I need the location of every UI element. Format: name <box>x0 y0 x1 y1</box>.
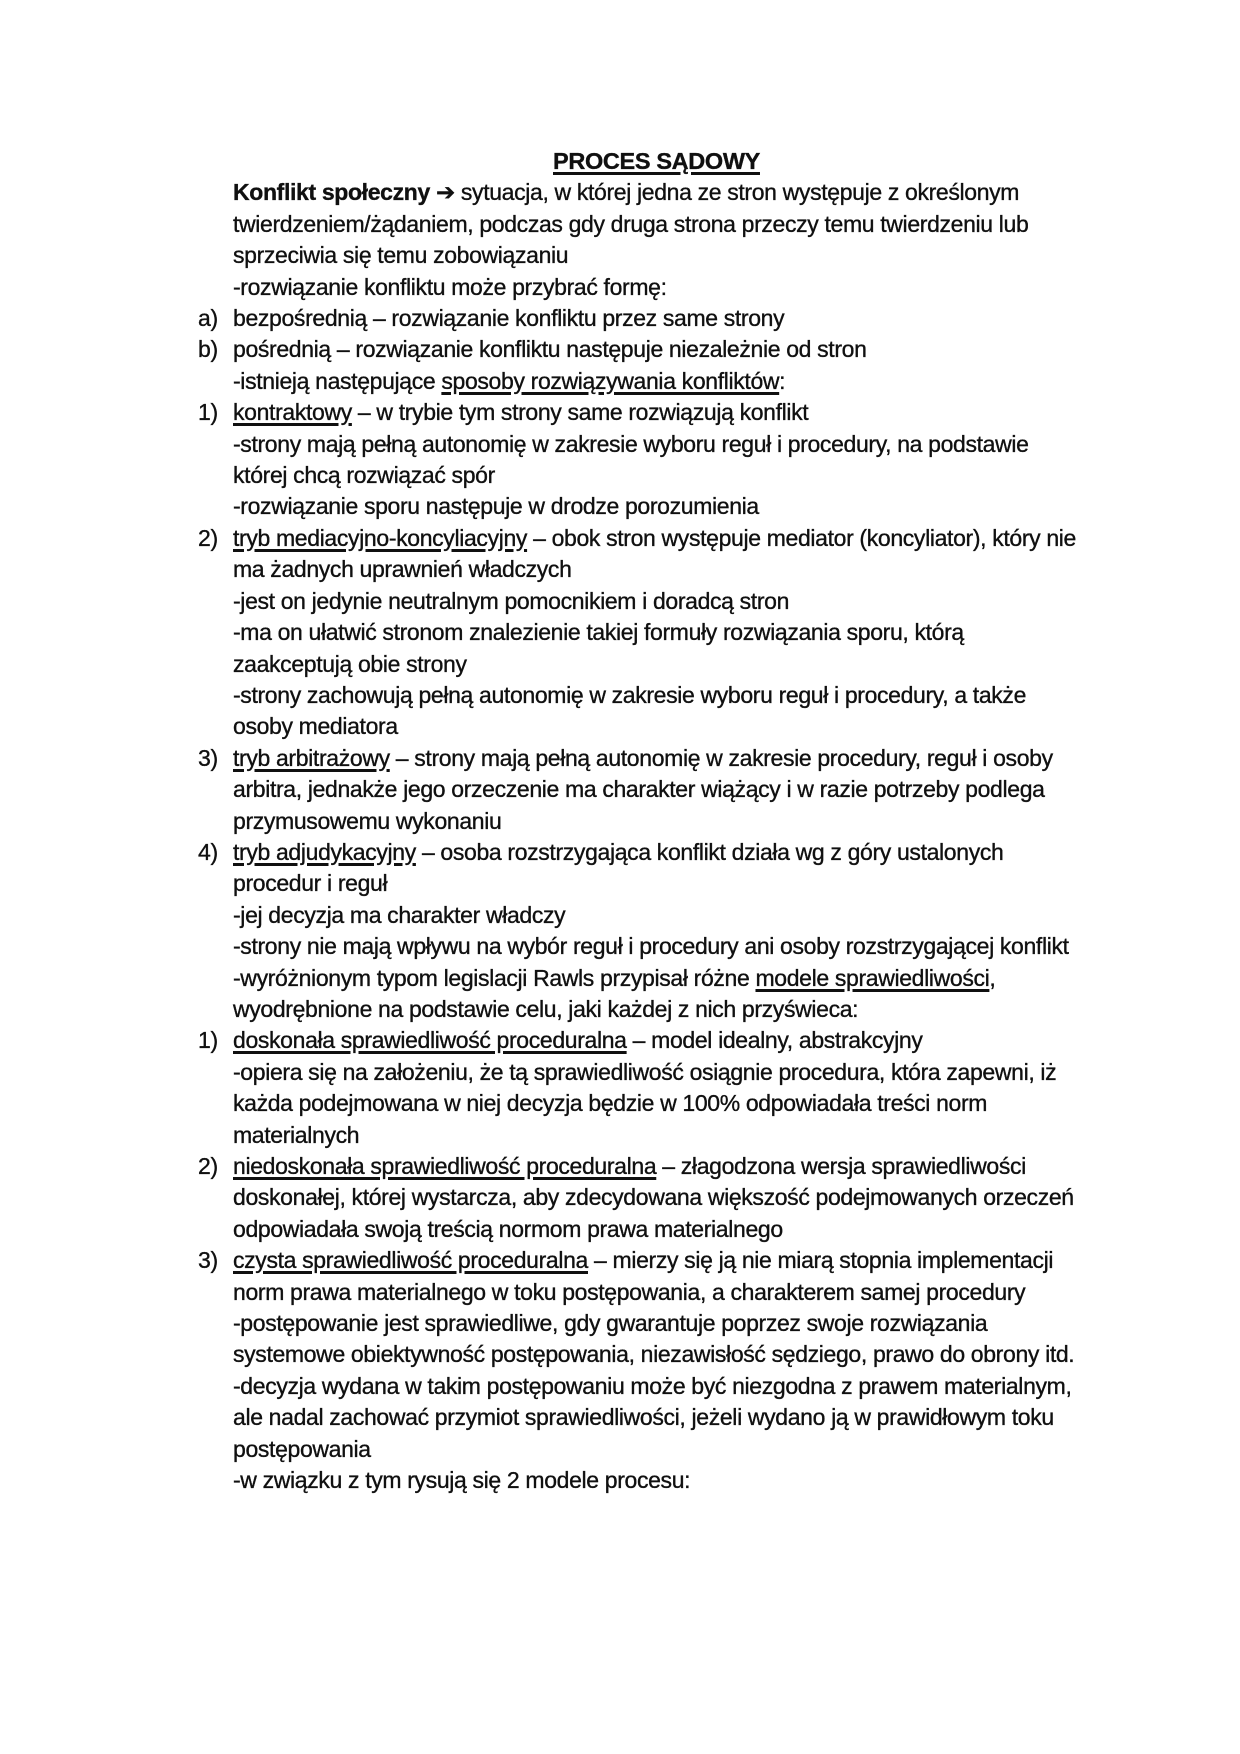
text-segment: – obok stron występuje mediator (koncyliator), który nie ma żadnych uprawnień władczych <box>233 524 1076 583</box>
list-item <box>198 1245 1085 1496</box>
paragraph <box>233 177 1083 303</box>
text-line <box>233 1245 1083 1308</box>
text-segment: -jej decyzja ma charakter władczy <box>233 901 566 928</box>
text-segment: doskonała sprawiedliwość proceduralna <box>233 1027 627 1054</box>
page-title: PROCES SĄDOWY <box>553 148 760 174</box>
text-line <box>233 743 1083 837</box>
text-segment: -opiera się na założeniu, że tą sprawiedliwość osiągnie procedura, która zapewni, iż każda podejmowana w niej decyzja będzie w 100% odpowiadała treści norm materialnych <box>233 1058 1057 1148</box>
text-segment: -wyróżnionym typom legislacji Rawls przypisał różne <box>233 964 756 991</box>
text-segment: modele sprawiedliwości <box>755 964 990 991</box>
paragraph <box>233 1151 1083 1245</box>
text-line <box>233 523 1083 586</box>
paragraph <box>233 837 1083 1025</box>
text-segment: – model idealny, abstrakcyjny <box>626 1027 923 1054</box>
text-line <box>233 272 1083 303</box>
text-segment: -strony mają pełną autonomię w zakresie wyboru reguł i procedury, na podstawie której chcą rozwiązać spór <box>233 430 1029 489</box>
list-item <box>198 334 1085 397</box>
paragraph <box>233 303 1083 334</box>
text-segment: tryb adjudykacyjny <box>233 838 416 865</box>
paragraph <box>233 523 1083 743</box>
list-item <box>198 1025 1085 1151</box>
text-line <box>233 1308 1083 1371</box>
text-segment: -ma on ułatwić stronom znalezienie takiej formuły rozwiązania sporu, którą zaakceptują obie strony <box>233 619 964 677</box>
text-segment: sposoby rozwiązywania konfliktów <box>441 367 780 394</box>
text-segment: bezpośrednią – rozwiązanie konfliktu przez same strony <box>233 305 785 332</box>
text-line <box>233 1025 1083 1056</box>
text-line <box>233 1465 1083 1496</box>
list-marker: 2) <box>198 524 218 551</box>
text-segment: -w związku z tym rysują się 2 modele procesu: <box>233 1467 691 1494</box>
text-segment: , wyodrębnione na podstawie celu, jaki każdej z nich przyświeca: <box>233 964 996 1022</box>
text-line <box>233 837 1083 900</box>
text-segment: sytuacja, w której jedna ze stron występuje z określonym twierdzeniem/żądaniem, podczas gdy druga strona przeczy temu twierdzeniu lub sprzeciwia się temu zobowiązaniu <box>233 179 1029 269</box>
text-segment: czysta sprawiedliwość proceduralna <box>233 1247 588 1274</box>
list-item <box>198 523 1085 743</box>
paragraph <box>233 743 1083 837</box>
text-line <box>233 680 1083 743</box>
list-item <box>198 397 1085 523</box>
text-segment: -postępowanie jest sprawiedliwe, gdy gwarantuje poprzez swoje rozwiązania systemowe obiektywność postępowania, niezawisłość sędziego, prawo do obrony itd. <box>233 1310 1075 1368</box>
text-line <box>233 334 1083 365</box>
text-line <box>233 1057 1083 1151</box>
list-marker: 3) <box>198 744 218 771</box>
text-segment: -strony nie mają wpływu na wybór reguł i procedury ani osoby rozstrzygającej konflikt <box>233 933 1069 960</box>
text-segment: – strony mają pełną autonomię w zakresie procedury, reguł i osoby arbitra, jednakże jego orzeczenie ma charakter wiążący i w razie potrzeby podlega przymusowemu wykonaniu <box>233 744 1053 834</box>
list-marker: 4) <box>198 838 218 865</box>
text-segment: -decyzja wydana w takim postępowaniu może być niezgodna z prawem materialnym, ale nadal zachować przymiot sprawiedliwości, jeżeli wydano ją w prawidłowym toku postępowania <box>233 1372 1072 1462</box>
text-line <box>233 303 1083 334</box>
text-segment: -rozwiązanie konfliktu może przybrać formę: <box>233 273 667 300</box>
text-segment: – złagodzona wersja sprawiedliwości doskonałej, której wystarcza, aby zdecydowana większość podejmowanych orzeczeń odpowiadała swoją treścią normom prawa materialnego <box>233 1153 1074 1242</box>
text-segment: -rozwiązanie sporu następuje w drodze porozumienia <box>233 493 759 520</box>
list-marker: 3) <box>198 1247 218 1274</box>
text-segment: – osoba rozstrzygająca konflikt działa wg z góry ustalonych procedur i reguł <box>233 838 1004 897</box>
text-line <box>233 491 1083 522</box>
text-line <box>233 177 1083 271</box>
list-item <box>198 837 1085 1025</box>
list-marker: 1) <box>198 1027 218 1054</box>
paragraph <box>233 334 1083 397</box>
paragraph <box>233 1245 1083 1496</box>
list-item <box>198 743 1085 837</box>
text-segment: pośrednią – rozwiązanie konfliktu następuje niezależnie od stron <box>233 336 867 363</box>
text-segment: tryb arbitrażowy <box>233 744 390 771</box>
text-line <box>233 429 1083 492</box>
text-segment: kontraktowy <box>233 399 352 426</box>
list-marker: 1) <box>198 399 218 426</box>
list-marker: b) <box>198 336 218 363</box>
text-segment: : <box>779 367 786 394</box>
list-item <box>198 303 1085 334</box>
document-body <box>198 177 1085 1496</box>
text-segment: – mierzy się ją nie miarą stopnia implementacji norm prawa materialnego w toku postępowania, a charakterem samej procedury <box>233 1247 1054 1305</box>
text-line <box>233 366 1083 397</box>
text-line <box>233 397 1083 428</box>
text-line <box>233 1151 1083 1245</box>
text-segment: – w trybie tym strony same rozwiązują konflikt <box>351 399 809 426</box>
arrow-right-icon: ➔ <box>435 179 455 206</box>
text-segment: niedoskonała sprawiedliwość proceduralna <box>233 1153 657 1179</box>
text-segment: -strony zachowują pełną autonomię w zakresie wyboru reguł i procedury, a także osoby mediatora <box>233 681 1027 740</box>
list-item <box>198 177 1085 303</box>
text-segment: tryb mediacyjno-koncyliacyjny <box>233 524 528 551</box>
text-line <box>233 900 1083 931</box>
paragraph <box>233 1025 1083 1151</box>
list-marker: 2) <box>198 1153 218 1179</box>
text-line <box>233 931 1083 962</box>
text-line <box>233 963 1083 1026</box>
text-segment: Konflikt społeczny <box>233 179 436 206</box>
text-line <box>233 1371 1083 1465</box>
text-line <box>233 586 1083 617</box>
paragraph <box>233 397 1083 523</box>
text-segment: -jest on jedynie neutralnym pomocnikiem i doradcą stron <box>233 587 790 614</box>
list-item <box>198 1151 1085 1245</box>
text-line <box>233 617 1083 680</box>
list-marker: a) <box>198 305 218 332</box>
text-segment: -istnieją następujące <box>233 367 442 394</box>
